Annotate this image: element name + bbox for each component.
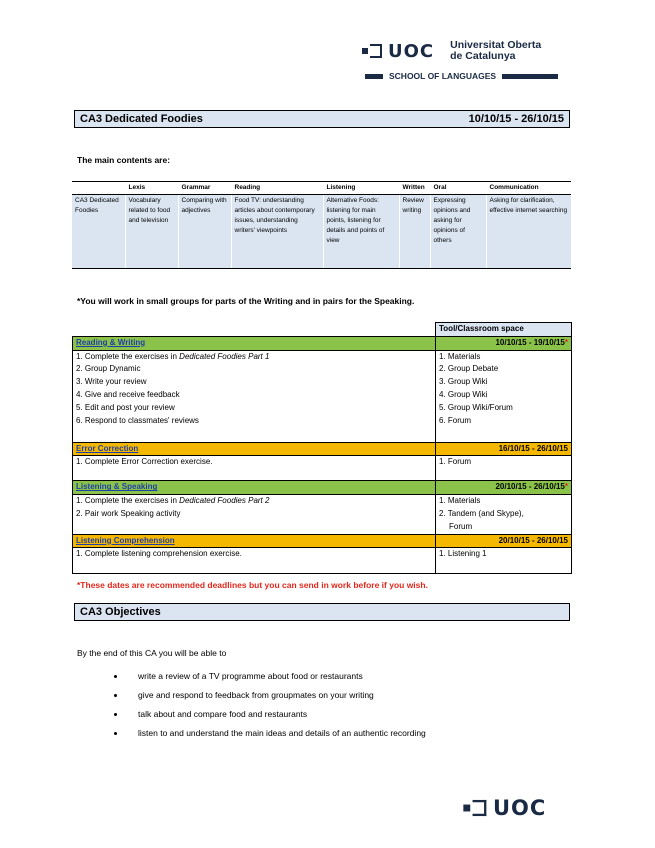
section-link-listening-comprehension[interactable]: Listening Comprehension bbox=[76, 535, 175, 545]
overview-cell: CA3 Dedicated Foodies bbox=[72, 195, 125, 269]
tool-item: 1. Materials bbox=[439, 496, 481, 506]
section-header-reading-writing: Reading & Writing 10/10/15 - 19/10/15* bbox=[73, 336, 572, 350]
tool-list bbox=[436, 456, 572, 481]
footer-brand: UOC bbox=[493, 796, 547, 820]
overview-header: Grammar bbox=[178, 182, 231, 195]
section-body bbox=[73, 456, 572, 481]
overview-cell: Vocabulary related to food and television bbox=[125, 195, 178, 269]
section-body bbox=[73, 350, 572, 442]
intro-text: The main contents are: bbox=[77, 155, 171, 165]
tool-item: 5. Group Wiki/Forum bbox=[439, 402, 513, 412]
work-note: *You will work in small groups for parts of the Writing and in pairs for the Speaking. bbox=[77, 296, 415, 306]
overview-header bbox=[72, 182, 125, 195]
overview-header: Lexis bbox=[125, 182, 178, 195]
task-list bbox=[73, 456, 436, 481]
overview-cell: Comparing with adjectives bbox=[178, 195, 231, 269]
section-dates: 20/10/15 - 26/10/15 bbox=[495, 482, 565, 492]
task-item: 1. Complete listening comprehension exercise. bbox=[76, 549, 242, 559]
school-banner bbox=[365, 71, 558, 81]
section-header-listening-speaking: Listening & Speaking 20/10/15 - 26/10/15* bbox=[73, 481, 572, 495]
overview-header: Communication bbox=[486, 182, 571, 195]
section-body bbox=[73, 548, 572, 574]
uoc-mark-icon bbox=[362, 44, 384, 58]
objective-item: • talk about and compare food and restaurants bbox=[126, 705, 570, 724]
uoc-mark-icon bbox=[463, 800, 488, 816]
overview-cell: Expressing opinions and asking for opinions of others bbox=[430, 195, 486, 269]
overview-header: Reading bbox=[231, 182, 323, 195]
deadline-note: *These dates are recommended deadlines but you can send in work before if you wish. bbox=[77, 580, 428, 590]
section-dates: 20/10/15 - 26/10/15 bbox=[498, 535, 568, 545]
section-header-listening-comprehension bbox=[73, 534, 572, 548]
task-item: 2. Pair work Speaking activity bbox=[76, 508, 181, 518]
university-name: Universitat Oberta de Catalunya bbox=[450, 39, 542, 62]
tool-list bbox=[436, 350, 572, 442]
section-dates: 10/10/15 - 19/10/15 bbox=[495, 337, 565, 347]
section-header-error-correction bbox=[73, 442, 572, 456]
tool-item: 2. Tandem (and Skype), bbox=[439, 508, 524, 518]
task-item: 3. Write your review bbox=[76, 377, 147, 387]
tool-item: 3. Group Wiki bbox=[439, 377, 488, 387]
task-item: 1. Complete the exercises in Dedicated Foodies Part 2 bbox=[76, 496, 270, 506]
overview-row bbox=[72, 195, 571, 269]
task-item: 1. Complete the exercises in Dedicated Foodies Part 1 bbox=[76, 351, 270, 361]
plan-header-row bbox=[73, 323, 572, 337]
objective-item: • give and respond to feedback from groupmates on your writing bbox=[126, 686, 570, 705]
overview-header: Written bbox=[399, 182, 430, 195]
section-link-listening-speaking[interactable]: Listening & Speaking bbox=[76, 482, 158, 492]
overview-cell: Alternative Foods: listening for main points, listening for details and points of view bbox=[323, 195, 399, 269]
tool-item: 1. Forum bbox=[439, 457, 472, 467]
overview-cell: Review writing bbox=[399, 195, 430, 269]
tool-header: Tool/Classroom space bbox=[436, 323, 572, 337]
section-dates: 16/10/15 - 26/10/15 bbox=[498, 443, 568, 453]
uoc-logo bbox=[362, 40, 541, 62]
tool-item: 6. Forum bbox=[439, 415, 472, 425]
task-item: 1. Complete Error Correction exercise. bbox=[76, 457, 213, 467]
brand-name: UOC bbox=[388, 40, 435, 62]
section-link-error-correction[interactable]: Error Correction bbox=[76, 443, 139, 453]
objectives-intro: By the end of this CA you will be able to bbox=[77, 648, 227, 658]
page-title: CA3 Dedicated Foodies bbox=[80, 113, 203, 125]
title-bar bbox=[74, 110, 570, 128]
objective-item: • listen to and understand the main ideas and details of an authentic recording bbox=[126, 724, 570, 743]
overview-header: Oral bbox=[430, 182, 486, 195]
overview-header: Listening bbox=[323, 182, 399, 195]
footer-logo bbox=[465, 796, 546, 820]
objectives-list bbox=[110, 667, 570, 743]
task-list bbox=[73, 548, 436, 574]
overview-cell: Food TV: understanding articles about contemporary issues, understanding writers' viewpoints bbox=[231, 195, 323, 269]
task-list bbox=[73, 350, 436, 442]
objectives-title-bar bbox=[74, 603, 570, 621]
task-list bbox=[73, 495, 436, 534]
tool-item: 2. Group Debate bbox=[439, 364, 499, 374]
tool-item: Forum bbox=[449, 521, 473, 531]
tool-item: 1. Materials bbox=[439, 351, 481, 361]
tool-list bbox=[436, 548, 572, 574]
overview-cell: Asking for clarification, effective internet searching bbox=[486, 195, 571, 269]
section-body bbox=[73, 495, 572, 534]
title-dates: 10/10/15 - 26/10/15 bbox=[468, 113, 564, 125]
tool-list bbox=[436, 495, 572, 534]
task-item: 2. Group Dynamic bbox=[76, 364, 141, 374]
overview-table bbox=[72, 181, 571, 269]
plan-table bbox=[72, 322, 572, 574]
school-name: SCHOOL OF LANGUAGES bbox=[389, 71, 497, 81]
tool-item: 4. Group Wiki bbox=[439, 389, 488, 399]
objective-item: • write a review of a TV programme about food or restaurants bbox=[126, 667, 570, 686]
objectives-title: CA3 Objectives bbox=[80, 606, 161, 618]
overview-header-row bbox=[72, 182, 571, 195]
task-item: 5. Edit and post your review bbox=[76, 402, 175, 412]
task-item: 6. Respond to classmates' reviews bbox=[76, 415, 199, 425]
section-link-reading-writing[interactable]: Reading & Writing bbox=[76, 337, 146, 347]
task-item: 4. Give and receive feedback bbox=[76, 389, 180, 399]
tool-item: 1. Listening 1 bbox=[439, 549, 487, 559]
